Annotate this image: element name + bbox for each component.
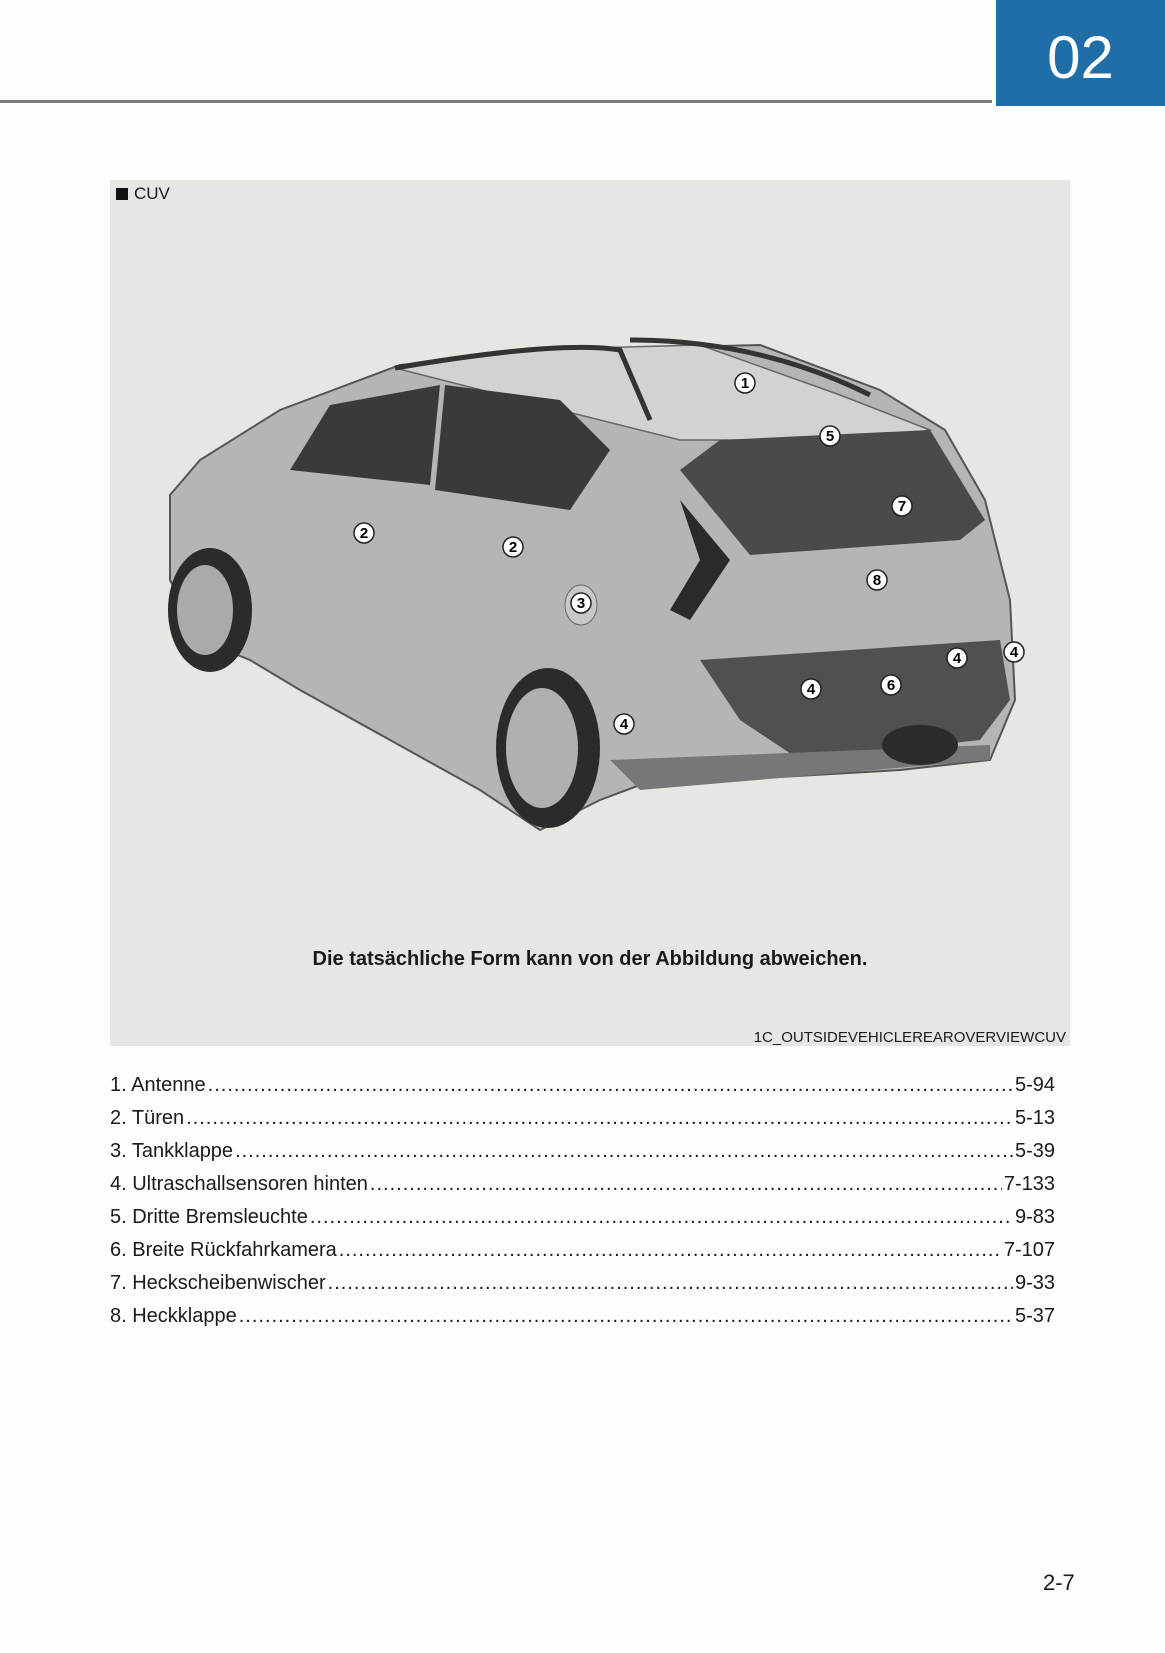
svg-text:8: 8 [872, 572, 882, 589]
index-row [110, 1206, 1055, 1239]
leader-dots [310, 1206, 1013, 1229]
svg-text:4: 4 [806, 681, 816, 698]
index-label: 4. Ultraschallsensoren hinten [110, 1173, 368, 1195]
index-label: 3. Tankklappe [110, 1140, 234, 1162]
index-page: 5-37 [1014, 1305, 1055, 1327]
callout-4-left [801, 679, 821, 699]
svg-text:6: 6 [886, 677, 896, 694]
leader-dots [208, 1074, 1013, 1097]
index-row [110, 1074, 1055, 1107]
callout-7 [892, 496, 912, 516]
index-label: 2. Türen [110, 1107, 185, 1129]
callout-2-front [354, 523, 374, 543]
callout-3 [571, 593, 591, 613]
callout-4-corner [1004, 642, 1024, 662]
svg-text:4: 4 [952, 650, 962, 667]
index-label: 1. Antenne [110, 1074, 206, 1096]
figure-caption: Die tatsächliche Form kann von der Abbildung abweichen. [312, 948, 868, 970]
callout-5 [820, 426, 840, 446]
index-row [110, 1272, 1055, 1305]
index-label: 8. Heckklappe [110, 1305, 237, 1327]
leader-dots [239, 1305, 1013, 1328]
svg-text:3: 3 [576, 595, 586, 612]
index-page: 7-133 [1003, 1173, 1055, 1195]
index-page: 9-83 [1014, 1206, 1055, 1228]
index-page: 7-107 [1003, 1239, 1055, 1261]
index-row [110, 1239, 1055, 1272]
callout-2-rear [503, 537, 523, 557]
callout-4-right [947, 648, 967, 668]
callout-4-side [614, 714, 634, 734]
index-row [110, 1305, 1055, 1338]
svg-text:7: 7 [897, 498, 907, 515]
svg-text:1: 1 [740, 375, 750, 392]
leader-dots [339, 1239, 1002, 1262]
index-page: 5-39 [1014, 1140, 1055, 1162]
figure-code: 1C_OUTSIDEVEHICLEREAROVERVIEWCUV [753, 1029, 1066, 1046]
index-label: 5. Dritte Bremsleuchte [110, 1206, 308, 1228]
callout-6 [881, 675, 901, 695]
index-page: 9-33 [1014, 1272, 1055, 1294]
page-number: 2-7 [1043, 1570, 1075, 1595]
index-row [110, 1107, 1055, 1140]
index-row [110, 1173, 1055, 1206]
svg-text:5: 5 [825, 428, 835, 445]
callout-1 [735, 373, 755, 393]
parts-index [110, 1074, 1055, 1338]
leader-dots [328, 1272, 1013, 1295]
index-page: 5-13 [1014, 1107, 1055, 1129]
figure-tag-label: CUV [134, 184, 170, 203]
callout-8 [867, 570, 887, 590]
chapter-badge: 02 [996, 0, 1165, 106]
index-label: 7. Heckscheibenwischer [110, 1272, 326, 1294]
svg-text:2: 2 [359, 525, 369, 542]
leader-dots [370, 1173, 1002, 1196]
index-row [110, 1140, 1055, 1173]
leader-dots [186, 1107, 1013, 1130]
leader-dots [235, 1140, 1013, 1163]
index-page: 5-94 [1014, 1074, 1055, 1096]
svg-text:2: 2 [508, 539, 518, 556]
index-label: 6. Breite Rückfahrkamera [110, 1239, 337, 1261]
svg-text:4: 4 [619, 716, 629, 733]
svg-text:4: 4 [1009, 644, 1019, 661]
